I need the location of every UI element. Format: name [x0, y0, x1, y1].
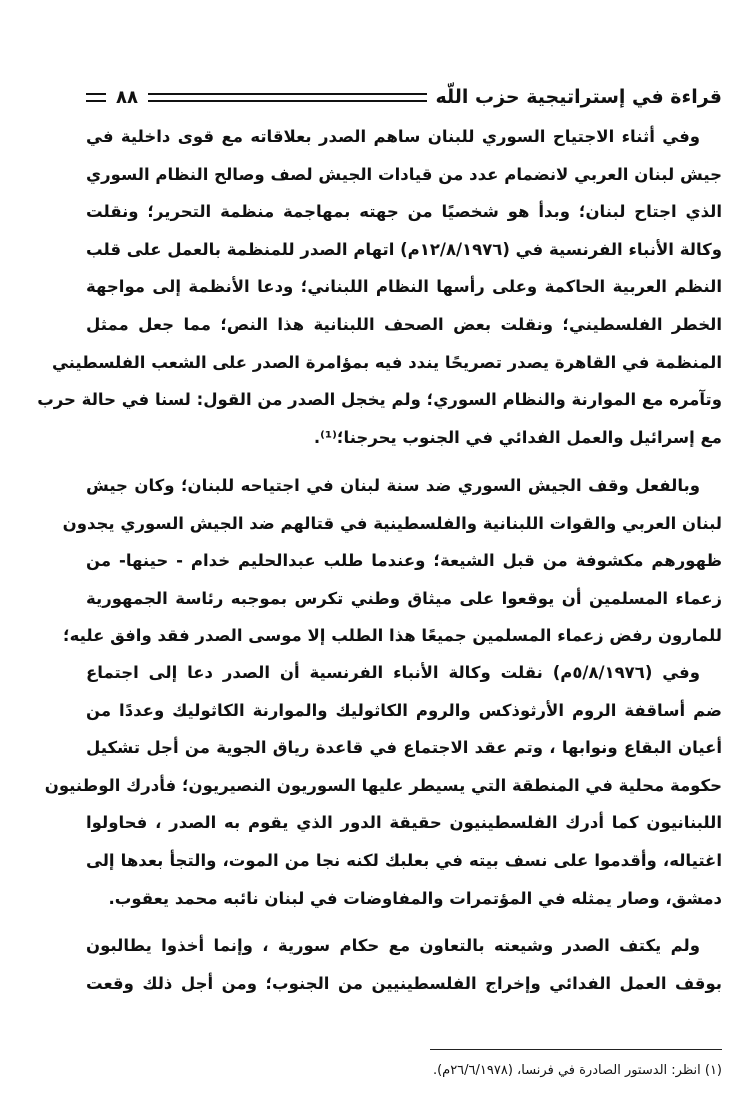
- text-line: وكالة الأنباء الفرنسية في (١٢/٨/١٩٧٦م) اتهام الصدر للمنظمة بالعمل على قلب: [86, 239, 722, 259]
- text-line: لبنان العربي والقوات اللبنانية والفلسطينية في قتالهم ضد الجيش السوري يجدون: [62, 513, 722, 533]
- text-line: وفي أثناء الاجتياح السوري للبنان ساهم الصدر بعلاقاته مع قوى داخلية في: [86, 127, 700, 146]
- text-line: ولم يكتف الصدر وشيعته بالتعاون مع حكام سورية ، وإنما أخذوا يطالبون: [86, 936, 700, 955]
- footnote-separator: [430, 1049, 722, 1050]
- paragraph-2: [62, 467, 722, 655]
- text-line: ظهورهم مكشوفة من قبل الشيعة؛ وعندما طلب عبدالحليم خدام - حينها- من: [86, 551, 722, 571]
- text-line: ضم أساقفة الروم الأرثوذكس والروم الكاثوليك والموارنة الكاثوليك وعددًا من: [86, 700, 722, 720]
- text-line: أعيان البقاع ونوابها ، وتم عقد الاجتماع في قاعدة رياق الجوية من أجل تشكيل: [86, 738, 722, 758]
- paragraph-1: [37, 118, 722, 456]
- text-line: دمشق، وصار يمثله في المؤتمرات والمفاوضات في لبنان نائبه محمد يعقوب.: [108, 888, 722, 908]
- text-line: زعماء المسلمين أن يوقعوا على ميثاق وطني تكرس بموجبه رئاسة الجمهورية: [86, 588, 722, 608]
- page-number: ٨٨: [116, 86, 138, 108]
- text-line: وتآمره مع الموارنة والنظام السوري؛ ولم يخجل الصدر من القول: لسنا في حالة حرب: [37, 390, 722, 410]
- header-rule: [148, 93, 428, 102]
- text-line: وبالفعل وقف الجيش السوري ضد سنة لبنان في اجتياحه للبنان؛ وكان جيش: [86, 476, 700, 495]
- text-line: مع إسرائيل والعمل الفدائي في الجنوب يحرجنا؛⁽¹⁾.: [313, 427, 722, 447]
- text-line: اغتياله، وأقدموا على نسف بيته في بعلبك لكنه نجا من الموت، والتجأ بعدها إلى: [86, 850, 722, 870]
- running-title: قراءة في إستراتيجية حزب اللّه: [435, 86, 722, 108]
- paragraph-4: [86, 927, 722, 1002]
- running-header: [86, 80, 722, 114]
- footnote: (١) انظر: الدستور الصادرة في فرنسا، (٢٦/٦/١٩٧٨م).: [432, 1063, 722, 1078]
- text-line: الذي اجتاح لبنان؛ وبدأ هو شخصيًا من جهته بمهاجمة منظمة التحرير؛ ونقلت: [86, 202, 722, 222]
- text-line: وفي (٥/٨/١٩٧٦م) نقلت وكالة الأنباء الفرنسية أن الصدر دعا إلى اجتماع: [86, 663, 700, 682]
- text-line: جيش لبنان العربي لانضمام عدد من قيادات الجيش لصف وصالح النظام السوري: [86, 164, 722, 184]
- text-line: للمارون رفض زعماء المسلمين جميعًا هذا الطلب إلا موسى الصدر فقد وافق عليه؛: [63, 626, 722, 646]
- text-line: الخطر الفلسطيني؛ ونقلت بعض الصحف اللبنانية هذا النص؛ مما جعل ممثل: [86, 314, 722, 334]
- text-line: بوقف العمل الفدائي وإخراج الفلسطينيين من الجنوب؛ ومن أجل ذلك وقعت: [86, 973, 722, 993]
- text-line: المنظمة في القاهرة يصدر تصريحًا يندد فيه بمؤامرة الصدر على الشعب الفلسطيني: [51, 352, 722, 372]
- paragraph-3: [44, 654, 722, 917]
- text-line: النظم العربية الحاكمة وعلى رأسها النظام اللبناني؛ ودعا الأنظمة إلى مواجهة: [86, 277, 722, 297]
- text-line: حكومة محلية في المنطقة التي يسيطر عليها السوريون النصيريون؛ فأدرك الوطنيون: [44, 775, 722, 795]
- header-dash: [86, 93, 106, 102]
- text-line: اللبنانيون كما أدرك الفلسطينيون حقيقة الدور الذي يقوم به الصدر ، فحاولوا: [86, 813, 722, 833]
